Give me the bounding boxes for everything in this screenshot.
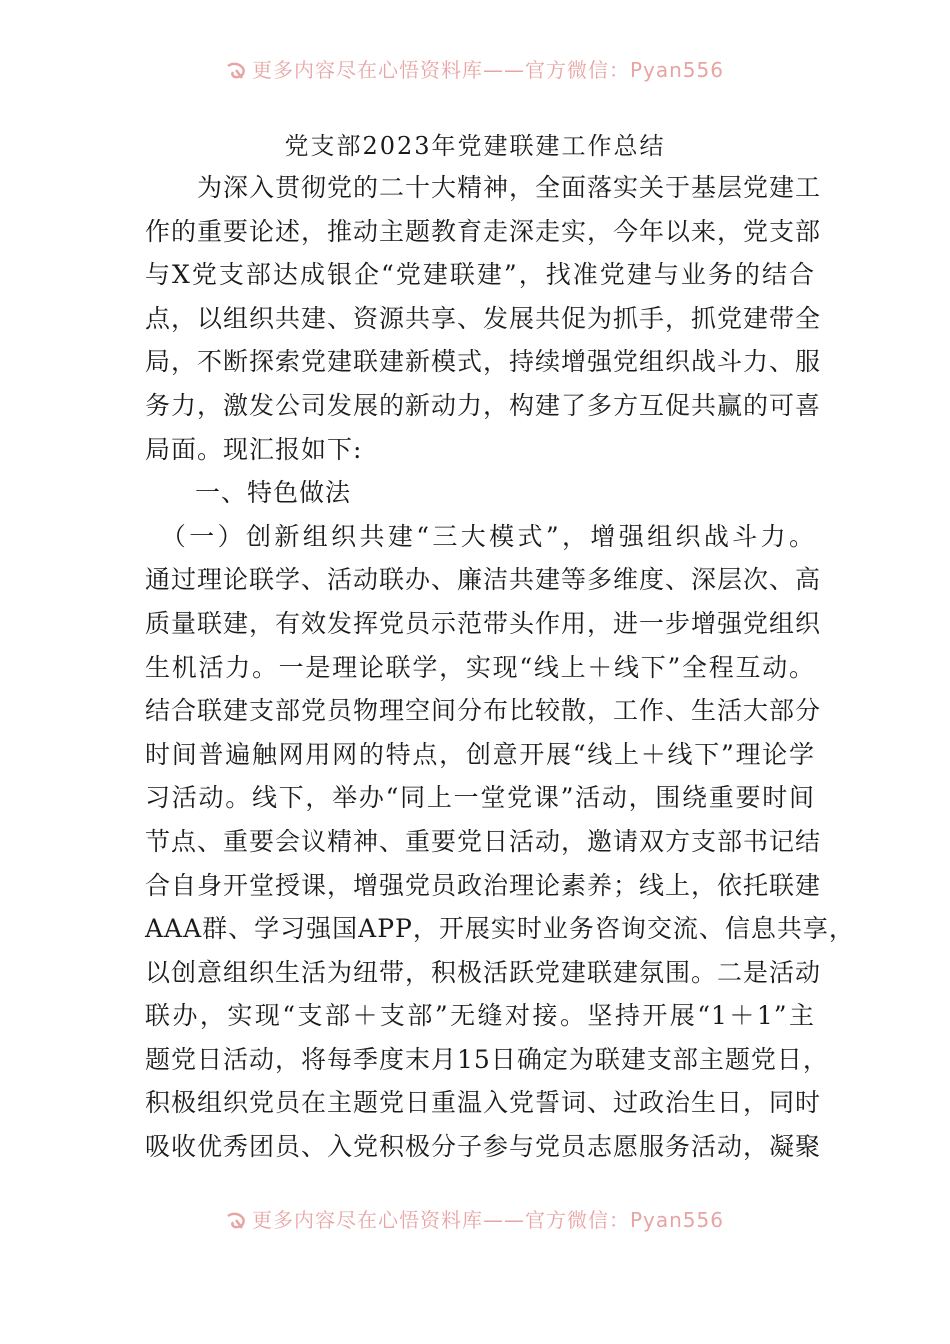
watermark-bottom [0,1208,950,1232]
paragraph-line: 生机活力。一是理论联学，实现“线上＋线下”全程互动。 [145,652,815,682]
paragraph-line: 质量联建，有效发挥党员示范带头作用，进一步增强党组织 [145,608,822,638]
watermark-top [0,58,950,82]
paragraph-line: 吸收优秀团员、入党积极分子参与党员志愿服务活动，凝聚 [145,1132,822,1162]
paragraph-line: 联办，实现“支部＋支部”无缝对接。坚持开展“1＋1”主 [145,1001,815,1031]
subsection-heading: （一）创新组织共建“三大模式”，增强组织战斗力。 [145,521,815,551]
paragraph-line: 积极组织党员在主题党日重温入党誓词、过政治生日，同时 [145,1088,822,1118]
paragraph-line: 结合联建支部党员物理空间分布比较散，工作、生活大部分 [145,696,822,726]
paragraph-line: 点，以组织共建、资源共享、发展共促为抓手，抓党建带全 [145,303,822,333]
paragraph-line: 通过理论联学、活动联办、廉洁共建等多维度、深层次、高 [145,565,822,595]
paragraph-line: 题党日活动，将每季度末月15日确定为联建支部主题党日， [145,1044,829,1074]
document-body [145,166,855,1169]
paragraph-line: AAA群、学习强国APP，开展实时业务咨询交流、信息共享， [145,914,855,944]
paragraph-line: 合自身开堂授课，增强党员政治理论素养；线上，依托联建 [145,870,822,900]
paragraph-line: 局面。现汇报如下: [145,434,363,464]
paragraph-line: 以创意组织生活为纽带，积极活跃党建联建氛围。二是活动 [145,957,822,987]
watermark-logo-icon [226,1212,248,1230]
section-heading: 一、特色做法 [195,478,352,508]
paragraph-line: 为深入贯彻党的二十大精神，全面落实关于基层党建工 [145,173,822,202]
watermark-bottom-text: 更多内容尽在心悟资料库——官方微信：Pyan556 [251,1208,724,1232]
paragraph-line: 局，不断探索党建联建新模式，持续增强党组织战斗力、服 [145,347,822,377]
paragraph-line: 与X党支部达成银企“党建联建”，找准党建与业务的结合 [145,260,815,290]
paragraph-line: 节点、重要会议精神、重要党日活动，邀请双方支部书记结 [145,826,822,856]
paragraph-line: 时间普遍触网用网的特点，创意开展“线上＋线下”理论学 [145,739,815,769]
paragraph-line: 作的重要论述，推动主题教育走深走实，今年以来，党支部 [145,216,822,246]
document-title: 党支部2023年党建联建工作总结 [284,132,666,160]
paragraph-line: 务力，激发公司发展的新动力，构建了多方互促共赢的可喜 [145,390,822,420]
paragraph-line: 习活动。线下，举办“同上一堂党课”活动，围绕重要时间 [145,783,815,813]
watermark-top-text: 更多内容尽在心悟资料库——官方微信：Pyan556 [251,58,724,82]
watermark-logo-icon [226,62,248,80]
